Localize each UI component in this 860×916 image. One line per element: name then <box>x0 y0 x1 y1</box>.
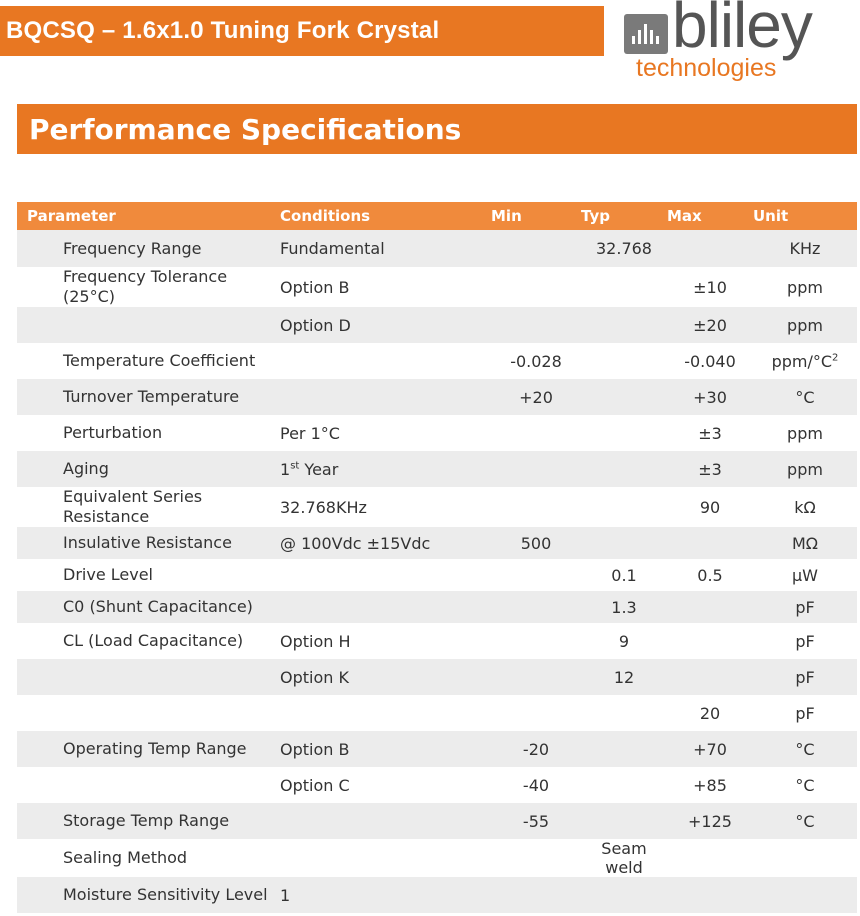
cell-typ <box>581 451 667 487</box>
cell-typ <box>581 803 667 839</box>
cell-max: ±3 <box>667 415 753 451</box>
specifications-table <box>17 202 857 913</box>
cell-parameter: Storage Temp Range <box>17 803 274 839</box>
cell-unit: ppm <box>753 307 857 343</box>
cell-max: 20 <box>667 695 753 731</box>
column-header-min: Min <box>491 202 581 230</box>
cell-unit: pF <box>753 623 857 659</box>
cell-unit: µW <box>753 559 857 591</box>
cell-parameter: Turnover Temperature <box>17 379 274 415</box>
table-row <box>17 379 857 415</box>
cell-max: +125 <box>667 803 753 839</box>
cell-unit: pF <box>753 591 857 623</box>
cell-unit: ppm/$^\circ C^2$ <box>753 343 857 379</box>
cell-conditions: 1 <box>274 877 491 913</box>
cell-min <box>491 267 581 307</box>
cell-conditions: Fundamental <box>274 230 491 267</box>
cell-typ <box>581 695 667 731</box>
table-row <box>17 487 857 527</box>
cell-unit: °C <box>753 731 857 767</box>
cell-parameter: Sealing Method <box>17 839 274 877</box>
cell-typ <box>581 267 667 307</box>
logo-word: bliley <box>672 0 812 61</box>
cell-typ <box>581 487 667 527</box>
cell-typ: 32.768 <box>581 230 667 267</box>
cell-parameter: Operating Temp Range <box>17 731 274 767</box>
document-title: BQCSQ – 1.6x1.0 Tuning Fork Crystal <box>6 17 440 44</box>
table-row <box>17 559 857 591</box>
cell-max: 0.5 <box>667 559 753 591</box>
cell-min <box>491 591 581 623</box>
cell-parameter: Moisture Sensitivity Level <box>17 877 274 913</box>
cell-parameter <box>17 659 274 695</box>
cell-conditions <box>274 591 491 623</box>
table-row <box>17 451 857 487</box>
cell-max: +70 <box>667 731 753 767</box>
cell-parameter <box>17 767 274 803</box>
cell-unit: °C <box>753 379 857 415</box>
cell-min <box>491 623 581 659</box>
cell-max <box>667 591 753 623</box>
table-row <box>17 343 857 379</box>
cell-max <box>667 623 753 659</box>
cell-min: -40 <box>491 767 581 803</box>
cell-parameter: Drive Level <box>17 559 274 591</box>
cell-typ: 12 <box>581 659 667 695</box>
section-title: Performance Specifications <box>29 112 462 146</box>
cell-typ <box>581 343 667 379</box>
cell-min: +20 <box>491 379 581 415</box>
table-row <box>17 267 857 307</box>
cell-unit: °C <box>753 803 857 839</box>
cell-conditions: Option B <box>274 267 491 307</box>
cell-typ <box>581 527 667 559</box>
section-banner <box>17 104 857 154</box>
cell-max <box>667 230 753 267</box>
cell-conditions: Option H <box>274 623 491 659</box>
cell-unit: °C <box>753 767 857 803</box>
cell-max: +30 <box>667 379 753 415</box>
table-row <box>17 767 857 803</box>
cell-parameter: Aging <box>17 451 274 487</box>
cell-unit: MΩ <box>753 527 857 559</box>
cell-min <box>491 659 581 695</box>
bliley-logo <box>622 0 852 86</box>
cell-typ: Seam weld <box>581 839 667 877</box>
column-header-parameter: Parameter <box>17 202 274 230</box>
cell-typ: 9 <box>581 623 667 659</box>
cell-conditions: Option D <box>274 307 491 343</box>
cell-conditions: 1st Year <box>274 451 491 487</box>
cell-conditions: Option K <box>274 659 491 695</box>
column-header-typ: Typ <box>581 202 667 230</box>
cell-max: +85 <box>667 767 753 803</box>
cell-min: -55 <box>491 803 581 839</box>
column-header-max: Max <box>667 202 753 230</box>
cell-max <box>667 659 753 695</box>
cell-max: 90 <box>667 487 753 527</box>
cell-conditions: 32.768KHz <box>274 487 491 527</box>
cell-unit: pF <box>753 695 857 731</box>
cell-typ <box>581 731 667 767</box>
cell-typ <box>581 877 667 913</box>
table-row <box>17 623 857 659</box>
cell-min <box>491 307 581 343</box>
cell-unit: kΩ <box>753 487 857 527</box>
cell-unit <box>753 839 857 877</box>
cell-typ <box>581 767 667 803</box>
cell-conditions: Option B <box>274 731 491 767</box>
cell-unit <box>753 877 857 913</box>
table-body <box>17 230 857 913</box>
column-header-conditions: Conditions <box>274 202 491 230</box>
table-row <box>17 695 857 731</box>
cell-parameter: Insulative Resistance <box>17 527 274 559</box>
table-row <box>17 230 857 267</box>
cell-conditions: @ 100Vdc ±15Vdc <box>274 527 491 559</box>
cell-unit: ppm <box>753 451 857 487</box>
table-row <box>17 731 857 767</box>
table-row <box>17 839 857 877</box>
table-row <box>17 803 857 839</box>
cell-max <box>667 839 753 877</box>
cell-conditions <box>274 803 491 839</box>
table-row <box>17 415 857 451</box>
cell-min <box>491 230 581 267</box>
table-header-row <box>17 202 857 230</box>
cell-conditions <box>274 695 491 731</box>
cell-typ <box>581 415 667 451</box>
cell-unit: pF <box>753 659 857 695</box>
cell-max <box>667 877 753 913</box>
table-row <box>17 659 857 695</box>
cell-parameter: CL (Load Capacitance) <box>17 623 274 659</box>
cell-parameter: Frequency Tolerance (25°C) <box>17 267 274 307</box>
cell-min: -20 <box>491 731 581 767</box>
cell-parameter <box>17 307 274 343</box>
table-row <box>17 877 857 913</box>
cell-conditions: Option C <box>274 767 491 803</box>
cell-typ <box>581 379 667 415</box>
cell-min <box>491 839 581 877</box>
table-row <box>17 527 857 559</box>
cell-conditions <box>274 559 491 591</box>
cell-parameter: C0 (Shunt Capacitance) <box>17 591 274 623</box>
cell-max <box>667 527 753 559</box>
cell-typ: 1.3 <box>581 591 667 623</box>
cell-max: -0.040 <box>667 343 753 379</box>
cell-conditions <box>274 379 491 415</box>
cell-typ: 0.1 <box>581 559 667 591</box>
cell-conditions: Per 1°C <box>274 415 491 451</box>
cell-unit: ppm <box>753 415 857 451</box>
cell-parameter: Perturbation <box>17 415 274 451</box>
cell-parameter <box>17 695 274 731</box>
cell-min <box>491 487 581 527</box>
column-header-unit: Unit <box>753 202 857 230</box>
cell-max: ±10 <box>667 267 753 307</box>
cell-conditions <box>274 343 491 379</box>
cell-min: 500 <box>491 527 581 559</box>
logo-subtitle: technologies <box>636 54 777 82</box>
cell-parameter: Frequency Range <box>17 230 274 267</box>
cell-min <box>491 451 581 487</box>
cell-unit: ppm <box>753 267 857 307</box>
cell-max: ±3 <box>667 451 753 487</box>
cell-min <box>491 415 581 451</box>
table-row <box>17 591 857 623</box>
cell-min <box>491 877 581 913</box>
cell-conditions <box>274 839 491 877</box>
title-banner <box>0 6 604 56</box>
cell-parameter: Temperature Coefficient <box>17 343 274 379</box>
cell-unit: KHz <box>753 230 857 267</box>
cell-typ <box>581 307 667 343</box>
cell-max: ±20 <box>667 307 753 343</box>
cell-parameter: Equivalent Series Resistance <box>17 487 274 527</box>
table-row <box>17 307 857 343</box>
logo-mark-icon <box>624 14 668 54</box>
cell-min <box>491 559 581 591</box>
cell-min <box>491 695 581 731</box>
cell-min: -0.028 <box>491 343 581 379</box>
